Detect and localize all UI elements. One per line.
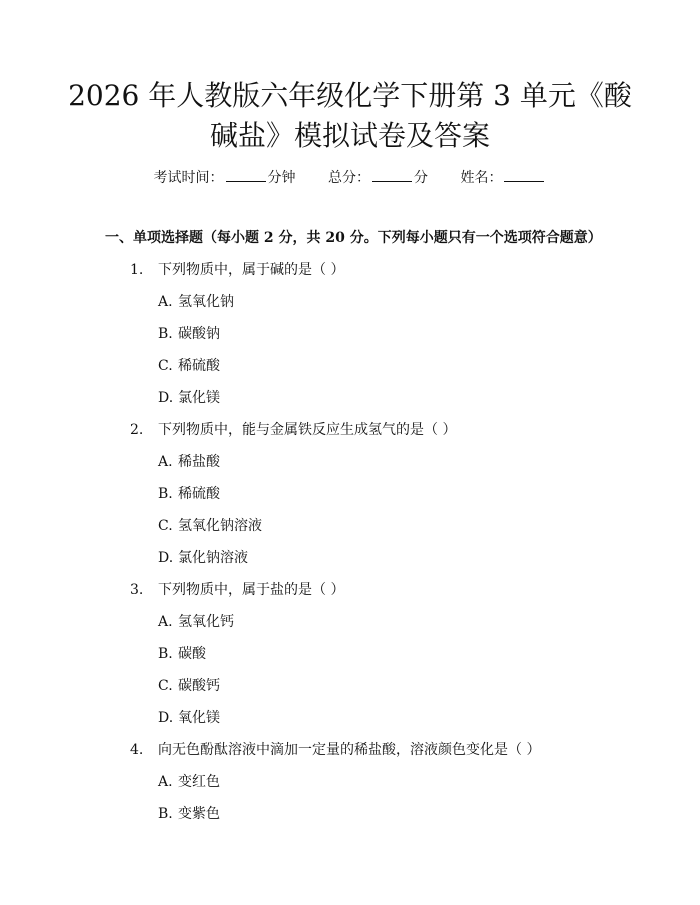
question-1	[130, 260, 344, 280]
question-number: 4.	[130, 742, 144, 758]
option-text: 碳酸钠	[178, 326, 220, 342]
score-label: 总分：	[328, 170, 370, 186]
option-letter: D.	[158, 390, 174, 406]
section-heading: 一、单项选择题（每小题 2 分，共 20 分。下列每小题只有一个选项符合题意）	[105, 230, 602, 246]
option-text: 碳酸钙	[178, 678, 220, 694]
name-blank	[504, 169, 544, 182]
option-letter: D.	[158, 550, 174, 566]
score-unit: 分	[414, 170, 428, 186]
option-3d	[158, 708, 220, 728]
time-field	[154, 170, 300, 186]
option-letter: C.	[158, 358, 173, 374]
option-text: 稀硫酸	[178, 358, 220, 374]
option-4a	[158, 772, 220, 792]
page-title	[60, 76, 640, 156]
option-1a	[158, 292, 234, 312]
title-line-2: 碱盐》模拟试卷及答案	[209, 119, 490, 152]
option-letter: A.	[158, 454, 173, 470]
title-line-1: 2026 年人教版六年级化学下册第 3 单元《酸	[68, 79, 632, 112]
time-label: 考试时间：	[153, 170, 224, 186]
option-3b	[158, 644, 206, 664]
option-text: 氯化钠溶液	[178, 550, 248, 566]
option-letter: D.	[158, 710, 174, 726]
option-text: 氢氧化钠	[178, 294, 234, 310]
question-text: 下列物质中，属于盐的是（ ）	[158, 582, 345, 598]
option-letter: B.	[158, 806, 173, 822]
option-3a	[158, 612, 234, 632]
question-text: 下列物质中，属于碱的是（ ）	[158, 262, 345, 278]
option-letter: B.	[158, 646, 173, 662]
option-text: 变紫色	[178, 806, 220, 822]
option-text: 氯化镁	[178, 390, 220, 406]
exam-meta	[0, 168, 700, 188]
question-text: 向无色酚酞溶液中滴加一定量的稀盐酸，溶液颜色变化是（ ）	[158, 742, 541, 758]
option-1b	[158, 324, 220, 344]
question-number: 1.	[130, 262, 144, 278]
option-letter: A.	[158, 614, 173, 630]
option-letter: A.	[158, 294, 173, 310]
option-letter: A.	[158, 774, 173, 790]
option-2b	[158, 484, 220, 504]
option-text: 变红色	[178, 774, 220, 790]
option-letter: C.	[158, 518, 173, 534]
option-3c	[158, 676, 220, 696]
option-letter: B.	[158, 486, 173, 502]
option-2c	[158, 516, 262, 536]
option-letter: C.	[158, 678, 173, 694]
option-text: 稀硫酸	[178, 486, 220, 502]
option-text: 氧化镁	[178, 710, 220, 726]
option-text: 氢氧化钙	[178, 614, 234, 630]
option-text: 稀盐酸	[178, 454, 220, 470]
score-blank	[372, 169, 412, 182]
question-text: 下列物质中，能与金属铁反应生成氢气的是（ ）	[158, 422, 457, 438]
score-field	[328, 170, 432, 186]
option-1d	[158, 388, 220, 408]
time-blank	[226, 169, 266, 182]
name-field	[460, 170, 546, 186]
question-2	[130, 420, 456, 440]
option-4b	[158, 804, 220, 824]
option-text: 氢氧化钠溶液	[178, 518, 262, 534]
option-letter: B.	[158, 326, 173, 342]
question-4	[130, 740, 540, 760]
option-2a	[158, 452, 220, 472]
option-1c	[158, 356, 220, 376]
option-2d	[158, 548, 248, 568]
name-label: 姓名：	[460, 170, 503, 186]
question-number: 3.	[130, 582, 144, 598]
time-unit: 分钟	[267, 170, 296, 186]
question-3	[130, 580, 344, 600]
option-text: 碳酸	[178, 646, 206, 662]
question-number: 2.	[130, 422, 144, 438]
